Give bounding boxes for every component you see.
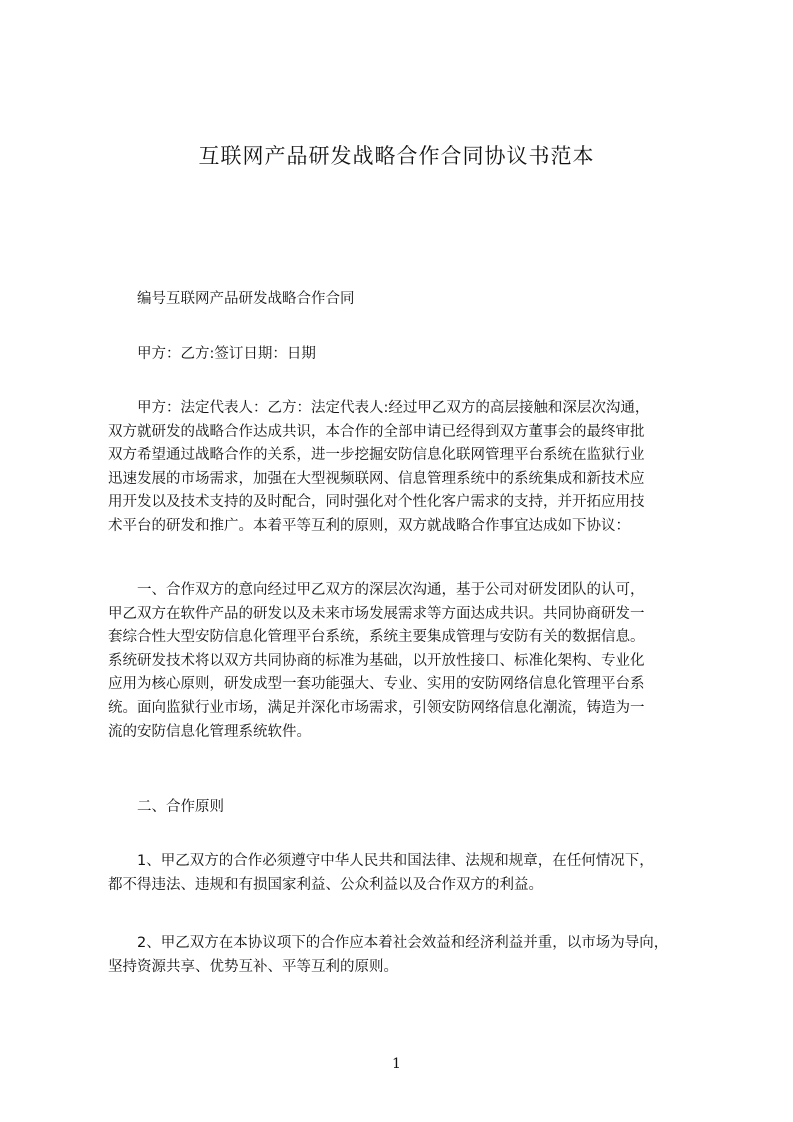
contract-number-paragraph — [108, 288, 700, 312]
section-one-paragraph — [108, 579, 700, 744]
document-title: 互联网产品研发战略合作合同协议书范本 — [198, 144, 595, 168]
paragraph-line: 双方就研发的战略合作达成共识，本合作的全部申请已经得到双方董事会的最终审批 — [108, 423, 645, 440]
paragraph-line: 流的安防信息化管理系统软件。 — [108, 723, 311, 740]
paragraph-line: 甲方：法定代表人：乙方：法定代表人:经过甲乙双方的高层接触和深层次沟通， — [137, 400, 650, 416]
paragraph-line: 二、合作原则 — [137, 799, 224, 815]
paragraph-line: 坚持资源共享、优势互补、平等互利的原则。 — [108, 958, 398, 975]
paragraph-line: 迅速发展的市场需求，加强在大型视频联网、信息管理系统中的系统集成和新技术应 — [108, 470, 645, 487]
principle-one-paragraph — [108, 850, 700, 897]
paragraph-line: 甲方：乙方:签订日期：日期 — [137, 346, 316, 362]
section-two-heading — [108, 796, 700, 820]
paragraph-line: 2、甲乙双方在本协议项下的合作应本着社会效益和经济利益并重，以市场为导向， — [137, 935, 669, 951]
paragraph-line: 甲乙双方在软件产品的研发以及未来市场发展需求等方面达成共识。共同协商研发一 — [108, 605, 645, 622]
paragraph-line: 1、甲乙双方的合作必须遵守中华人民共和国法律、法规和规章，在任何情况下， — [137, 853, 654, 869]
paragraph-line: 都不得违法、违规和有损国家利益、公众利益以及合作双方的利益。 — [108, 876, 543, 893]
page-number: 1 — [392, 1056, 401, 1072]
paragraph-line: 系统研发技术将以双方共同协商的标准为基础，以开放性接口、标准化架构、专业化 — [108, 652, 645, 669]
paragraph-line: 统。面向监狱行业市场，满足并深化市场需求，引领安防网络信息化潮流，铸造为一 — [108, 699, 645, 716]
paragraph-line: 一、合作双方的意向经过甲乙双方的深层次沟通，基于公司对研发团队的认可， — [137, 582, 645, 598]
principle-two-paragraph — [108, 932, 700, 979]
paragraph-line: 用开发以及技术支持的及时配合，同时强化对个性化客户需求的支持，并开拓应用技 — [108, 494, 645, 511]
paragraph-line: 术平台的研发和推广。本着平等互利的原则，双方就战略合作事宜达成如下协议： — [108, 517, 630, 534]
paragraph-line: 编号互联网产品研发战略合作合同 — [137, 291, 355, 307]
paragraph-line: 双方希望通过战略合作的关系，进一步挖掘安防信息化联网管理平台系统在监狱行业 — [108, 447, 645, 464]
paragraph-line: 套综合性大型安防信息化管理平台系统，系统主要集成管理与安防有关的数据信息。 — [108, 629, 645, 646]
parties-date-paragraph — [108, 343, 700, 367]
paragraph-line: 应用为核心原则，研发成型一套功能强大、专业、实用的安防网络信息化管理平台系 — [108, 676, 645, 693]
preamble-paragraph — [108, 397, 700, 539]
